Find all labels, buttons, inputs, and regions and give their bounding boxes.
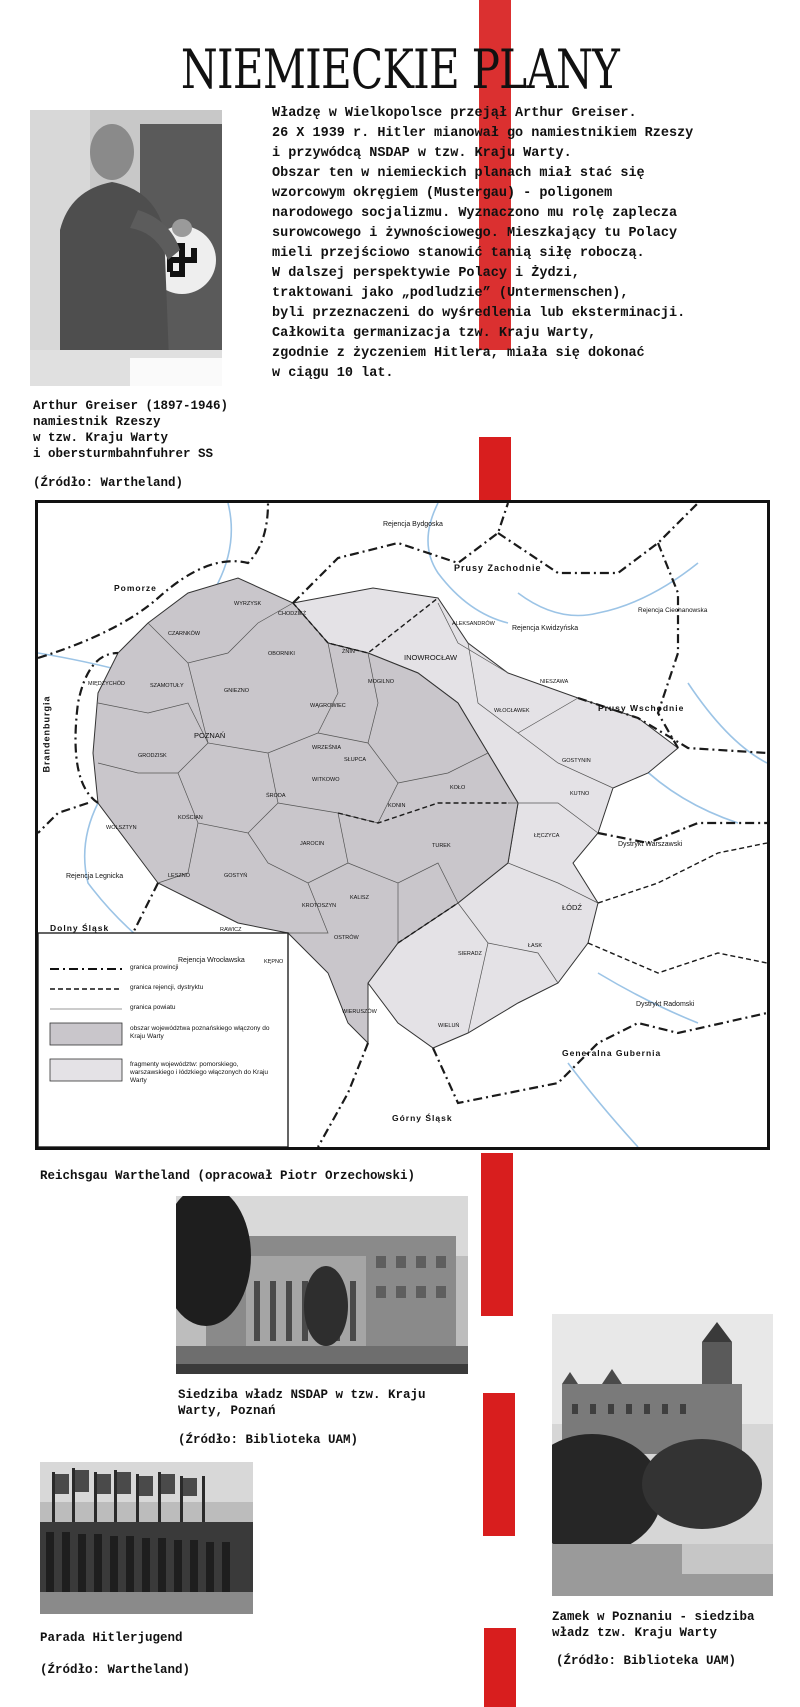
intro-line: 26 X 1939 r. Hitler mianował go namiestnikiem Rzeszy (272, 126, 694, 141)
intro-line: wzorcowym okręgiem (Mustergau) - poligonem (272, 186, 613, 201)
map-label-dystr-warszawski: Dystrykt Warszawski (618, 841, 683, 848)
map-city-wieruszow: WIERUSZÓW (342, 1009, 377, 1015)
map-label-prusy-wschodnie: Prusy Wschodnie (598, 703, 685, 713)
intro-line: i przywódcą NSDAP w tzw. Kraju Warty. (272, 146, 572, 161)
map-city-szamotuly: SZAMOTUŁY (150, 683, 184, 689)
map-city-inowroclaw: INOWROCŁAW (404, 653, 458, 662)
map-city-kepno: KĘPNO (264, 959, 284, 965)
caption-line: namiestnik Rzeszy (33, 415, 161, 429)
map-city-krotoszyn: KROTOSZYN (302, 903, 337, 909)
map-label-rej-kwidzynska: Rejencja Kwidzyńska (512, 625, 579, 632)
map-city-czarnkow: CZARNKÓW (168, 631, 201, 637)
map-city-leczyca: ŁĘCZYCA (534, 833, 560, 839)
castle-source: (Źródło: Biblioteka UAM) (556, 1654, 737, 1668)
map-caption: Reichsgau Wartheland (opracował Piotr Orzechowski) (40, 1169, 416, 1183)
map-city-gostynin: GOSTYNIN (562, 758, 591, 764)
red-accent-bar-bottom (484, 1628, 516, 1707)
map-city-grodzisk: GRODZISK (138, 753, 167, 759)
nsdap-building-photo (176, 1196, 468, 1374)
map-city-obornik: OBORNIKI (268, 651, 295, 657)
map-city-sroda: ŚRODA (266, 793, 286, 799)
map-city-leszno: LESZNO (168, 873, 191, 879)
parade-photo (40, 1462, 253, 1614)
legend-granica-prowincji: granica prowincji (130, 964, 179, 971)
parade-caption: Parada Hitlerjugend (40, 1631, 183, 1645)
intro-line: Obszar ten w niemieckich planach miał stać się (272, 166, 645, 181)
map-city-wyrzysk: WYRZYSK (234, 601, 262, 607)
map-label-rej-bydgoska: Rejencja Bydgoska (383, 521, 443, 528)
map-city-sieradz: SIERADZ (458, 951, 482, 957)
map-city-wagrowiec: WĄGROWIEC (310, 703, 346, 709)
map-city-poznan: POZNAŃ (194, 731, 226, 740)
intro-text (272, 104, 792, 384)
map-city-ostrow: OSTRÓW (334, 935, 359, 941)
map-label-gorny-slask: Górny Śląsk (392, 1113, 453, 1123)
map-label-rej-legnicka: Rejencja Legnicka (66, 873, 124, 880)
intro-line: w ciągu 10 lat. (272, 366, 394, 381)
map-label-prusy-zachodnie: Prusy Zachodnie (454, 563, 542, 573)
castle-caption (552, 1609, 755, 1641)
map-city-koscian: KOŚCIAN (178, 815, 203, 821)
map-city-jarocin: JAROCIN (300, 841, 325, 847)
map-city-wrzesnia: WRZEŚNIA (312, 745, 342, 751)
wartheland-map (35, 500, 770, 1150)
map-city-miedzychod: MIĘDZYCHÓD (88, 681, 125, 687)
intro-line: traktowani jako „podludzie” (Untermenschen), (272, 286, 629, 301)
intro-line: W dalszej perspektywie Polacy i Żydzi, (272, 266, 580, 281)
caption-line: Zamek w Poznaniu - siedziba (552, 1610, 755, 1624)
map-label-generalna-gubernia: Generalna Gubernia (562, 1048, 662, 1058)
castle-photo (552, 1314, 773, 1596)
map-city-kutno: KUTNO (570, 791, 590, 797)
intro-line: mieli przejściowo stanowić tanią siłę roboczą. (272, 246, 645, 261)
map-city-chodziez: CHODZIEŻ (278, 611, 307, 617)
map-label-pomorze: Pomorze (114, 583, 157, 593)
nsdap-caption (178, 1387, 426, 1419)
map-city-rawicz: RAWICZ (220, 927, 242, 933)
greiser-source: (Źródło: Wartheland) (33, 476, 184, 490)
map-label-rej-wroclawska: Rejencja Wrocławska (178, 957, 245, 964)
caption-line: w tzw. Kraju Warty (33, 431, 169, 445)
caption-line: Siedziba władz NSDAP w tzw. Kraju (178, 1388, 426, 1402)
map-label-rej-ciechanowska: Rejencja Ciechanowska (638, 607, 708, 614)
caption-line: i obersturmbahnfuhrer SS (33, 447, 214, 461)
map-city-turek: TUREK (432, 843, 451, 849)
map-city-konin: KONIN (388, 803, 406, 809)
map-city-kalisz: KALISZ (350, 895, 369, 901)
map-city-witkowo: WITKOWO (312, 777, 340, 783)
map-city-slupca: SŁUPCA (344, 757, 367, 763)
map-city-gniezno: GNIEZNO (224, 688, 250, 694)
map-city-gostyn: GOSTYŃ (224, 873, 248, 879)
map-city-lask: ŁASK (528, 943, 543, 949)
map-city-znin: ŻNIN (342, 649, 355, 655)
map-city-wielun: WIELUŃ (438, 1023, 460, 1029)
intro-line: narodowego socjalizmu. Wyznaczono mu rolę zaplecza (272, 206, 678, 221)
page-title: NIEMIECKIE PLANY (180, 38, 620, 101)
map-city-kolo: KOŁO (450, 785, 466, 791)
parade-source: (Źródło: Wartheland) (40, 1663, 191, 1677)
greiser-caption (33, 398, 228, 462)
map-city-mogilno: MOGILNO (368, 679, 394, 685)
legend-fragmenty-woj: fragmenty województw: pomorskiego, warszawskiego i łódzkiego włączonych do Kraju Warty (130, 1061, 269, 1084)
caption-line: władz tzw. Kraju Warty (552, 1626, 718, 1640)
intro-line: Całkowita germanizacja tzw. Kraju Warty, (272, 326, 597, 341)
greiser-portrait (30, 110, 222, 386)
map-label-dolny-slask: Dolny Śląsk (50, 923, 110, 933)
map-city-aleksandrow: ALEKSANDRÓW (452, 621, 495, 627)
map-city-nieszawa: NIESZAWA (540, 679, 569, 685)
intro-line: byli przeznaczeni do wyśredlenia lub eksterminacji. (272, 306, 686, 321)
map-city-lodz: ŁÓDŹ (562, 903, 583, 912)
intro-line: zgodnie z życzeniem Hitlera, miała się dokonać (272, 346, 645, 361)
map-label-brandenburgia: Brandenburgia (41, 695, 52, 773)
map-city-wolsztyn: WOLSZTYN (106, 825, 137, 831)
red-accent-bar-lower (481, 1153, 513, 1316)
red-accent-bar-low (483, 1393, 515, 1536)
intro-line: surowcowego i żywnościowego. Mieszkający tu Polacy (272, 226, 678, 241)
map-label-dystr-radomski: Dystrykt Radomski (636, 1001, 695, 1008)
map-city-wloclawek: WŁOCŁAWEK (494, 708, 530, 714)
caption-line: Warty, Poznań (178, 1404, 276, 1418)
red-accent-bar-mid (479, 437, 511, 500)
legend-granica-powiatu: granica powiatu (130, 1004, 176, 1011)
legend-obszar-woj: obszar województwa poznańskiego włączony do Kraju Warty (130, 1025, 270, 1040)
intro-line: Władzę w Wielkopolsce przejął Arthur Greiser. (272, 106, 637, 121)
legend-granica-rejencji: granica rejencji, dystryktu (130, 984, 204, 991)
nsdap-source: (Źródło: Biblioteka UAM) (178, 1433, 359, 1447)
caption-line: Arthur Greiser (1897-1946) (33, 399, 229, 413)
